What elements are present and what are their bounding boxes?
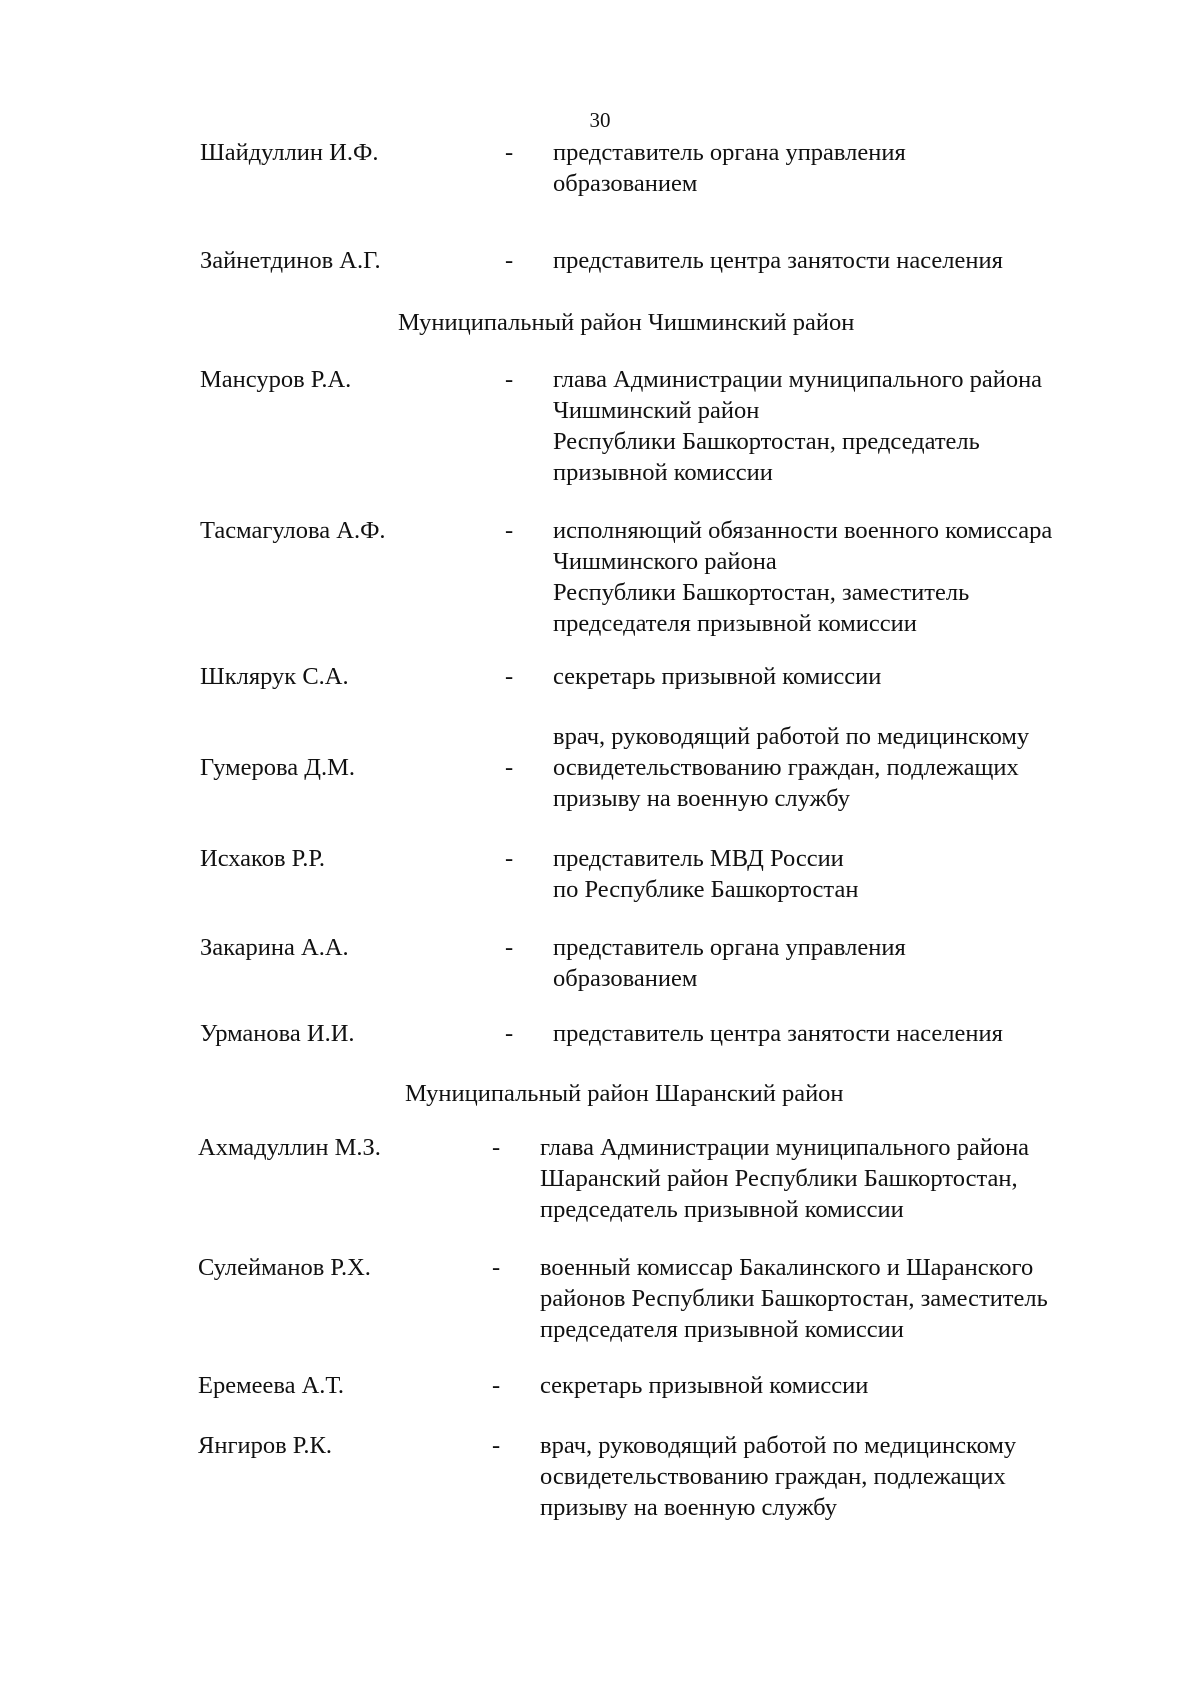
role-line: образованием xyxy=(553,965,698,992)
member-name: Шайдуллин И.Ф. xyxy=(200,139,379,166)
member-role xyxy=(553,932,906,994)
member-role xyxy=(553,661,881,692)
role-line: освидетельствованию граждан, подлежащих xyxy=(553,754,1019,781)
separator-dash: - xyxy=(505,366,514,393)
member-name: Мансуров Р.А. xyxy=(200,366,352,393)
member-name: Закарина А.А. xyxy=(200,934,349,961)
separator-dash: - xyxy=(492,1432,501,1459)
member-name: Тасмагулова А.Ф. xyxy=(200,517,386,544)
role-line: глава Администрации муниципального района xyxy=(540,1134,1030,1161)
role-line: по Республике Башкортостан xyxy=(553,876,859,903)
role-line: представитель органа управления xyxy=(553,139,906,166)
role-line: Шаранский район Республики Башкортостан, xyxy=(540,1165,1018,1192)
separator-dash: - xyxy=(492,1254,501,1281)
role-line: представитель центра занятости населения xyxy=(553,247,1003,274)
separator-dash: - xyxy=(505,934,514,961)
member-role xyxy=(553,1018,1003,1049)
separator-dash: - xyxy=(505,247,514,274)
role-line: исполняющий обязанности военного комиссара xyxy=(553,517,1053,544)
separator-dash: - xyxy=(505,663,514,690)
member-name: Урманова И.И. xyxy=(200,1020,355,1047)
role-line: военный комиссар Бакалинского и Шаранского xyxy=(540,1254,1034,1281)
role-line: глава Администрации муниципального района xyxy=(553,366,1043,393)
role-line: председатель призывной комиссии xyxy=(540,1196,904,1223)
role-line: представитель центра занятости населения xyxy=(553,1020,1003,1047)
separator-dash: - xyxy=(505,754,514,781)
role-line: Республики Башкортостан, заместитель xyxy=(553,579,970,606)
member-name: Шклярук С.А. xyxy=(200,663,349,690)
role-line: представитель МВД России xyxy=(553,845,844,872)
section-heading: Муниципальный район Шаранский район xyxy=(405,1080,844,1107)
member-role xyxy=(553,364,1042,488)
role-line: призыву на военную службу xyxy=(540,1494,837,1521)
role-line: образованием xyxy=(553,170,698,197)
member-role xyxy=(540,1252,1048,1345)
member-role xyxy=(553,721,1029,814)
separator-dash: - xyxy=(505,517,514,544)
member-role xyxy=(540,1132,1029,1225)
role-line: Чишминского района xyxy=(553,548,777,575)
page-number: 30 xyxy=(589,108,611,132)
role-line: секретарь призывной комиссии xyxy=(553,663,882,690)
member-name: Исхаков Р.Р. xyxy=(200,845,326,872)
role-line: врач, руководящий работой по медицинскому xyxy=(540,1432,1017,1459)
member-name: Янгиров Р.К. xyxy=(198,1432,332,1459)
role-line: районов Республики Башкортостан, заместитель xyxy=(540,1285,1048,1312)
separator-dash: - xyxy=(492,1372,501,1399)
role-line: врач, руководящий работой по медицинскому xyxy=(553,723,1030,750)
member-name: Еремеева А.Т. xyxy=(198,1372,345,1399)
member-name: Гумерова Д.М. xyxy=(200,754,356,781)
separator-dash: - xyxy=(505,845,514,872)
member-name: Сулейманов Р.Х. xyxy=(198,1254,371,1281)
role-line: представитель органа управления xyxy=(553,934,906,961)
member-role xyxy=(540,1370,868,1401)
role-line: призыву на военную службу xyxy=(553,785,850,812)
role-line: Республики Башкортостан, председатель xyxy=(553,428,980,455)
role-line: секретарь призывной комиссии xyxy=(540,1372,869,1399)
member-role xyxy=(553,137,906,199)
role-line: председателя призывной комиссии xyxy=(540,1316,904,1343)
role-line: призывной комиссии xyxy=(553,459,773,486)
role-line: освидетельствованию граждан, подлежащих xyxy=(540,1463,1006,1490)
role-line: председателя призывной комиссии xyxy=(553,610,917,637)
member-role xyxy=(553,843,858,905)
separator-dash: - xyxy=(505,139,514,166)
separator-dash: - xyxy=(492,1134,501,1161)
section-heading: Муниципальный район Чишминский район xyxy=(398,309,855,336)
role-line: Чишминский район xyxy=(553,397,760,424)
member-name: Ахмадуллин М.З. xyxy=(198,1134,381,1161)
member-role xyxy=(553,245,1003,276)
member-name: Зайнетдинов А.Г. xyxy=(200,247,381,274)
member-role xyxy=(553,515,1052,639)
member-role xyxy=(540,1430,1016,1523)
separator-dash: - xyxy=(505,1020,514,1047)
